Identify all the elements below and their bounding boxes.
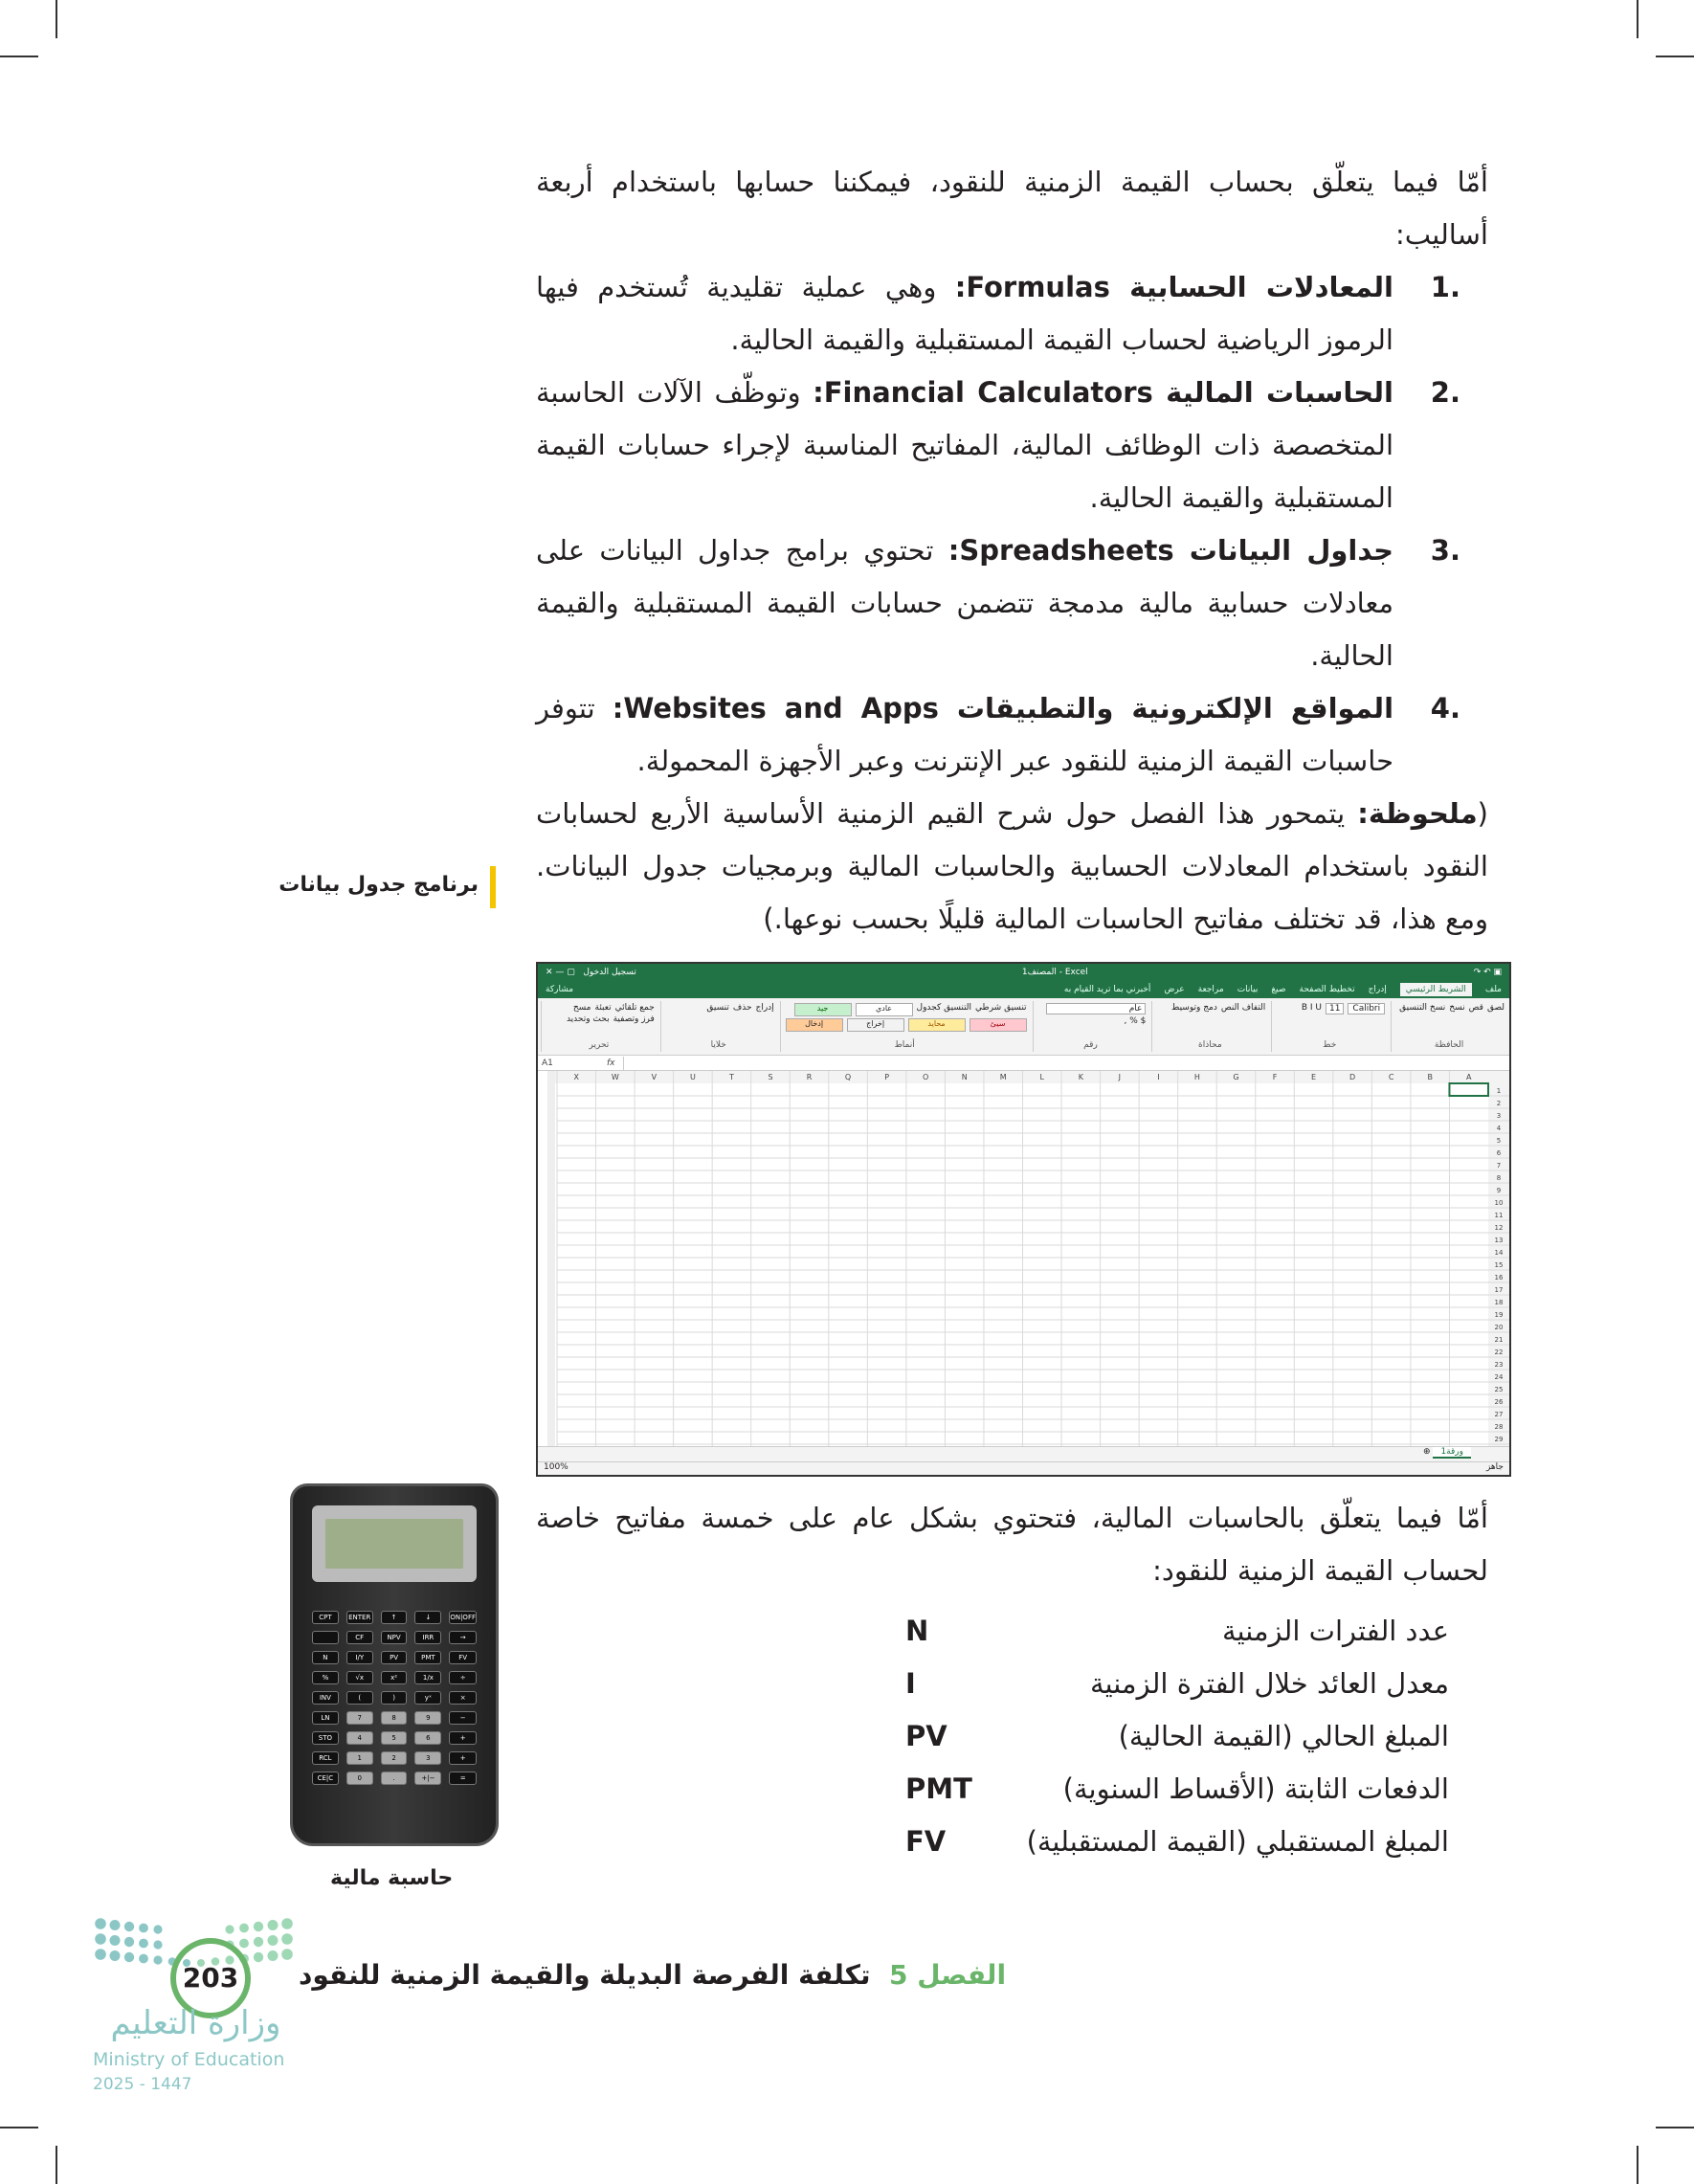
logo-dot xyxy=(153,1940,162,1949)
method-text: تحتوي برامج جداول البيانات على معادلات حسابية مالية مدمجة تتضمن حسابات القيمة المستقبلية والقيمة الحالية. xyxy=(536,534,1393,672)
intro-paragraph: أمّا فيما يتعلّق بحساب القيمة الزمنية للنقود، فيمكننا حسابها باستخدام أربعة أساليب: xyxy=(536,166,1488,251)
group-label: رقم xyxy=(1083,1040,1098,1050)
calculator-key: 5 xyxy=(381,1731,408,1745)
crop-mark xyxy=(1637,2146,1638,2184)
keys-intro-paragraph: أمّا فيما يتعلّق بالحاسبات المالية، فتحتوي بشكل عام على خمسة مفاتيح خاصة لحساب القيمة الزمنية للنقود: xyxy=(536,1502,1488,1587)
calculator-key xyxy=(312,1631,339,1644)
logo-dot xyxy=(254,1952,263,1962)
chapter-footer xyxy=(299,1959,1006,1991)
sort-filter-button[interactable]: فرز وتصفية xyxy=(613,1014,655,1024)
vertical-scrollbar xyxy=(547,1071,555,1446)
calculator-key: 8 xyxy=(381,1711,408,1725)
calculator-key: PV xyxy=(381,1651,408,1664)
row-header: 3 xyxy=(1496,1112,1502,1120)
group-cells xyxy=(660,1001,776,1052)
calculator-key: 1 xyxy=(346,1751,373,1765)
format-table-button[interactable]: التنسيق كجدول xyxy=(916,1003,972,1013)
column-header: T xyxy=(728,1073,734,1081)
calculator-key: CF xyxy=(346,1631,373,1644)
row-header: 13 xyxy=(1494,1237,1504,1244)
selected-cell xyxy=(1449,1083,1488,1096)
calculator-key: ENTER xyxy=(346,1611,373,1624)
financial-calculator-image xyxy=(290,1483,499,1846)
calculator-key: ( xyxy=(346,1691,373,1705)
style-input[interactable]: إدخال xyxy=(786,1018,843,1032)
crop-mark xyxy=(0,2127,38,2128)
crop-mark xyxy=(1656,56,1694,57)
column-header: K xyxy=(1078,1073,1083,1081)
window-title: Excel - المصنف1 xyxy=(1021,968,1088,977)
key-symbol: I xyxy=(905,1667,916,1700)
calculator-key: 0 xyxy=(346,1772,373,1785)
calculator-key: % xyxy=(312,1671,339,1684)
calculator-key: IRR xyxy=(414,1631,441,1644)
calculator-key: + xyxy=(449,1731,477,1745)
item-number: 2. xyxy=(1430,376,1460,409)
key-row xyxy=(536,1605,1488,1658)
logo-dot xyxy=(110,1935,121,1946)
column-header: X xyxy=(573,1073,580,1081)
status-text: جاهز xyxy=(1485,1462,1504,1472)
calculator-key: 7 xyxy=(346,1711,373,1725)
ribbon-tab[interactable]: بيانات xyxy=(1237,985,1259,994)
currency-button[interactable]: $ % , xyxy=(1124,1016,1147,1026)
paste-button[interactable]: لصق xyxy=(1486,1003,1505,1013)
row-header: 28 xyxy=(1494,1423,1504,1431)
logo-dot xyxy=(239,1924,249,1933)
column-header: H xyxy=(1193,1073,1200,1081)
formula-bar xyxy=(538,1056,1509,1071)
clear-button[interactable]: مسح xyxy=(572,1003,591,1013)
row-header: 27 xyxy=(1494,1411,1504,1418)
logo-dot xyxy=(139,1924,148,1933)
column-header: S xyxy=(768,1073,773,1081)
copy-button[interactable]: نسخ xyxy=(1449,1003,1465,1013)
row-header: 5 xyxy=(1496,1137,1502,1145)
ribbon-tab[interactable]: الشريط الرئيسي xyxy=(1400,983,1472,996)
group-styles xyxy=(780,1001,1029,1052)
key-row xyxy=(536,1710,1488,1763)
key-symbol: PV xyxy=(905,1720,947,1752)
key-description: معدل العائد خلال الفترة الزمنية xyxy=(1090,1667,1449,1700)
row-header: 19 xyxy=(1494,1311,1504,1319)
logo-dot xyxy=(110,1950,121,1961)
ministry-logo-arabic: وزارة التعليم xyxy=(110,2004,281,2042)
row-header: 24 xyxy=(1494,1373,1504,1381)
style-neutral[interactable]: محايد xyxy=(908,1018,966,1032)
ribbon-tab[interactable]: عرض xyxy=(1164,985,1185,994)
row-header: 16 xyxy=(1494,1274,1504,1281)
ministry-logo-english: Ministry of Education xyxy=(93,2049,285,2070)
fill-button[interactable]: تعبئة xyxy=(594,1003,612,1013)
group-label: أنماط xyxy=(894,1040,915,1050)
logo-dot xyxy=(268,1920,279,1930)
key-row xyxy=(536,1658,1488,1710)
key-description: المبلغ المستقبلي (القيمة المستقبلية) xyxy=(1026,1825,1449,1858)
crop-mark xyxy=(1656,2127,1694,2128)
main-column xyxy=(536,156,1505,1868)
logo-dot xyxy=(110,1920,121,1930)
method-item xyxy=(536,524,1460,682)
row-header: 2 xyxy=(1496,1100,1502,1107)
bold-button[interactable]: B I U xyxy=(1301,1003,1322,1013)
method-item xyxy=(536,367,1460,524)
group-label: تحرير xyxy=(589,1040,610,1050)
excel-screenshot xyxy=(536,962,1511,1477)
column-header: V xyxy=(651,1073,658,1081)
row-header: 26 xyxy=(1494,1398,1504,1406)
note-paren: ( xyxy=(1477,797,1488,830)
row-header: 6 xyxy=(1496,1149,1502,1157)
ribbon xyxy=(538,998,1509,1056)
sheet-tab[interactable]: ورقة1 xyxy=(1433,1447,1471,1459)
key-description: عدد الفترات الزمنية xyxy=(1221,1615,1449,1647)
column-header: D xyxy=(1349,1073,1356,1081)
calculator-key: yˣ xyxy=(414,1691,441,1705)
format-painter-button[interactable]: نسخ التنسيق xyxy=(1399,1003,1446,1013)
method-item xyxy=(536,682,1460,788)
ministry-year: 2025 - 1447 xyxy=(93,2075,192,2094)
method-title: جداول البيانات Spreadsheets: xyxy=(947,534,1393,567)
row-header: 23 xyxy=(1494,1361,1504,1369)
row-header: 11 xyxy=(1494,1212,1504,1219)
column-header: C xyxy=(1388,1073,1394,1081)
calculator-key: x² xyxy=(381,1671,408,1684)
style-bad[interactable]: سيئ xyxy=(970,1018,1027,1032)
group-label: محاذاة xyxy=(1198,1040,1222,1050)
row-header: 25 xyxy=(1494,1386,1504,1393)
row-header: 7 xyxy=(1496,1162,1502,1170)
row-header: 9 xyxy=(1496,1187,1502,1194)
zoom-level[interactable]: 100% xyxy=(544,1462,568,1472)
row-header: 18 xyxy=(1494,1299,1504,1306)
calculator-key: CPT xyxy=(312,1611,339,1624)
row-header: 20 xyxy=(1494,1324,1504,1331)
excel-title-bar: ▣ ↶ ↷ Excel - المصنف1 تسجيل الدخول ▢ — ✕ xyxy=(538,964,1509,981)
save-icon: ▣ ↶ ↷ xyxy=(1473,968,1502,977)
calculator-key: PMT xyxy=(414,1651,441,1664)
method-text: وتوظّف الآلات الحاسبة المتخصصة ذات الوظائف المالية، المفاتيح المناسبة لإجراء حسابات القيمة المستقبلية والقيمة الحالية. xyxy=(536,376,1393,514)
spreadsheet-caption: برنامج جدول بيانات xyxy=(279,873,479,897)
insert-cells-button[interactable]: إدراج xyxy=(755,1003,774,1013)
caption-bar xyxy=(490,866,496,908)
note-text: يتمحور هذا الفصل حول شرح القيم الزمنية الأساسية الأربع لحسابات النقود باستخدام المعادلات الحسابية والحاسبات المالية وبرمجيات جدول البيانات. ومع هذا، قد تختلف مفاتيح الحاسبات المالية قليلًا بحسب نوعها.) xyxy=(536,797,1488,935)
calculator-key: ↓ xyxy=(414,1611,441,1624)
column-header: G xyxy=(1233,1073,1239,1081)
key-symbol: PMT xyxy=(905,1772,972,1805)
calculator-key: 6 xyxy=(414,1731,441,1745)
calculator-key: LN xyxy=(312,1711,339,1725)
crop-mark xyxy=(0,56,38,57)
share-button[interactable]: مشاركة xyxy=(546,985,574,994)
ribbon-tab[interactable]: ملف xyxy=(1484,985,1502,994)
calculator-key: + xyxy=(449,1751,477,1765)
column-header: R xyxy=(806,1073,813,1081)
ribbon-tab[interactable]: مراجعة xyxy=(1197,985,1224,994)
group-alignment xyxy=(1151,1001,1267,1052)
row-header: 4 xyxy=(1496,1125,1502,1132)
calculator-display xyxy=(312,1505,477,1582)
calculator-key: RCL xyxy=(312,1751,339,1765)
column-header: Q xyxy=(844,1073,852,1081)
logo-dot xyxy=(95,1949,106,1960)
row-header: 15 xyxy=(1494,1261,1504,1269)
column-header: E xyxy=(1311,1073,1317,1081)
logo-dot xyxy=(239,1939,249,1949)
logo-dot xyxy=(225,1925,234,1933)
page-number: 203 xyxy=(170,1938,251,2018)
logo-dot xyxy=(124,1937,134,1947)
logo-dot xyxy=(268,1950,279,1961)
calculator-key: = xyxy=(449,1772,477,1785)
status-bar xyxy=(538,1461,1509,1475)
calculator-key: 2 xyxy=(381,1751,408,1765)
calculator-key: → xyxy=(449,1631,477,1644)
calculator-key: I/Y xyxy=(346,1651,373,1664)
style-output[interactable]: إخراج xyxy=(847,1018,904,1032)
calculator-key: CE|C xyxy=(312,1772,339,1785)
column-header: B xyxy=(1427,1073,1433,1081)
crop-mark xyxy=(56,2146,57,2184)
calculator-key: N xyxy=(312,1651,339,1664)
logo-dot xyxy=(281,1949,293,1960)
logo-dot xyxy=(124,1952,134,1962)
row-header: 21 xyxy=(1494,1336,1504,1344)
group-label: خط xyxy=(1323,1040,1337,1050)
logo-dot xyxy=(139,1939,148,1949)
calculator-key: 4 xyxy=(346,1731,373,1745)
ribbon-tab[interactable]: تخطيط الصفحة xyxy=(1299,985,1355,994)
item-number: 1. xyxy=(1430,271,1460,303)
logo-dot xyxy=(124,1922,134,1931)
column-header: I xyxy=(1157,1073,1160,1081)
item-number: 4. xyxy=(1430,692,1460,724)
format-cells-button[interactable]: تنسيق xyxy=(706,1003,729,1013)
calculator-key: NPV xyxy=(381,1631,408,1644)
row-header: 8 xyxy=(1496,1174,1502,1182)
column-header: M xyxy=(999,1073,1007,1081)
logo-dot xyxy=(95,1933,106,1945)
group-font xyxy=(1271,1001,1387,1052)
column-header: O xyxy=(922,1073,929,1081)
item-number: 3. xyxy=(1430,534,1460,567)
autosum-button[interactable]: جمع تلقائي xyxy=(614,1003,655,1013)
calculator-key: FV xyxy=(449,1651,477,1664)
conditional-format-button[interactable]: تنسيق شرطي xyxy=(975,1003,1027,1013)
column-header: J xyxy=(1118,1073,1122,1081)
logo-dot xyxy=(153,1925,162,1933)
calculator-key: − xyxy=(449,1711,477,1725)
key-description: المبلغ الحالي (القيمة الحالية) xyxy=(1118,1720,1449,1752)
key-symbol: N xyxy=(905,1615,929,1647)
note-paragraph xyxy=(536,788,1488,946)
calculator-key: ) xyxy=(381,1691,408,1705)
column-header: A xyxy=(1465,1073,1472,1081)
method-title: المعادلات الحسابية Formulas: xyxy=(954,271,1393,303)
calculator-key: 1/x xyxy=(414,1671,441,1684)
group-editing xyxy=(541,1001,657,1052)
calculator-key: 9 xyxy=(414,1711,441,1725)
row-header: 10 xyxy=(1494,1199,1504,1207)
font-size-select[interactable]: 11 xyxy=(1326,1003,1344,1014)
logo-dot xyxy=(95,1918,106,1929)
logo-dot xyxy=(281,1933,293,1945)
column-header: P xyxy=(884,1073,890,1081)
chapter-label: الفصل 5 xyxy=(888,1959,1007,1991)
merge-center-button[interactable]: دمج وتوسيط xyxy=(1171,1003,1217,1013)
ribbon-tab[interactable]: أخبرني بما تريد القيام به xyxy=(1063,985,1151,994)
keys-list xyxy=(536,1605,1488,1868)
group-number xyxy=(1033,1001,1148,1052)
column-header: F xyxy=(1272,1073,1278,1081)
calculator-key: 3 xyxy=(414,1751,441,1765)
calculator-key: . xyxy=(381,1772,408,1785)
wrap-text-button[interactable]: التفاف النص xyxy=(1220,1003,1266,1013)
key-row xyxy=(536,1763,1488,1816)
method-item xyxy=(536,261,1460,367)
row-header: 12 xyxy=(1494,1224,1504,1232)
key-symbol: FV xyxy=(905,1825,947,1858)
calculator-key: STO xyxy=(312,1731,339,1745)
logo-dot xyxy=(254,1937,263,1947)
method-text: وهي عملية تقليدية تُستخدم فيها الرموز الرياضية لحساب القيمة المستقبلية والقيمة الحالية. xyxy=(536,271,1393,356)
row-header: 22 xyxy=(1494,1348,1504,1356)
calculator-key: +|− xyxy=(414,1772,441,1785)
column-header: N xyxy=(961,1073,968,1081)
method-text: تتوفر حاسبات القيمة الزمنية للنقود عبر الإنترنت وعبر الأجهزة المحمولة. xyxy=(536,692,1393,777)
ribbon-tab[interactable]: إدراج xyxy=(1368,985,1387,994)
calculator-key: ↑ xyxy=(381,1611,408,1624)
group-label: خلايا xyxy=(710,1040,726,1050)
style-good[interactable]: جيد xyxy=(794,1003,852,1016)
column-header: U xyxy=(689,1073,696,1081)
key-row xyxy=(536,1816,1488,1868)
delete-cells-button[interactable]: حذف xyxy=(732,1003,752,1013)
crop-mark xyxy=(1637,0,1638,38)
calculator-key: ON|OFF xyxy=(449,1611,477,1624)
logo-dot xyxy=(254,1922,263,1931)
calculator-key: × xyxy=(449,1691,477,1705)
worksheet-grid[interactable] xyxy=(547,1071,1509,1446)
row-header: 1 xyxy=(1496,1087,1502,1095)
group-clipboard xyxy=(1391,1001,1506,1052)
number-format-select[interactable]: عام xyxy=(1046,1003,1146,1014)
key-description: الدفعات الثابتة (الأقساط السنوية) xyxy=(1062,1772,1449,1805)
cut-button[interactable]: قص xyxy=(1468,1003,1483,1013)
calculator-key: √x xyxy=(346,1671,373,1684)
calculator-key: INV xyxy=(312,1691,339,1705)
logo-dot xyxy=(281,1918,293,1929)
ribbon-tabs xyxy=(538,981,1509,998)
note-label: ملحوظة: xyxy=(1357,797,1478,830)
style-normal[interactable]: عادي xyxy=(856,1003,913,1016)
method-title: المواقع الإلكترونية والتطبيقات Websites and Apps: xyxy=(612,692,1394,724)
find-select-button[interactable]: بحث وتحديد xyxy=(566,1014,610,1024)
method-title: الحاسبات المالية Financial Calculators: xyxy=(813,376,1393,409)
font-select[interactable]: Calibri xyxy=(1348,1003,1385,1014)
fx-icon: fx xyxy=(607,1058,615,1068)
chapter-title: تكلفة الفرصة البديلة والقيمة الزمنية للنقود xyxy=(299,1959,871,1991)
sheet-tabs: ورقة1 ⊕ xyxy=(538,1446,1509,1461)
row-header: 14 xyxy=(1494,1249,1504,1257)
group-label: الحافظة xyxy=(1434,1040,1464,1050)
column-header: L xyxy=(1039,1073,1045,1081)
row-header: 29 xyxy=(1494,1436,1504,1443)
calculator-keypad xyxy=(312,1611,477,1785)
formula-input[interactable] xyxy=(623,1057,1506,1070)
signin-link[interactable]: تسجيل الدخول xyxy=(583,968,636,977)
crop-mark xyxy=(56,0,57,38)
calculator-key: ÷ xyxy=(449,1671,477,1684)
name-box[interactable]: A1 xyxy=(542,1058,553,1068)
ribbon-tab[interactable]: صيغ xyxy=(1271,985,1286,994)
calculator-caption: حاسبة مالية xyxy=(330,1866,454,1890)
column-header: W xyxy=(611,1073,619,1081)
row-header: 17 xyxy=(1494,1286,1504,1294)
logo-dot xyxy=(139,1954,148,1964)
logo-dot xyxy=(153,1955,162,1964)
logo-dot xyxy=(268,1935,279,1946)
